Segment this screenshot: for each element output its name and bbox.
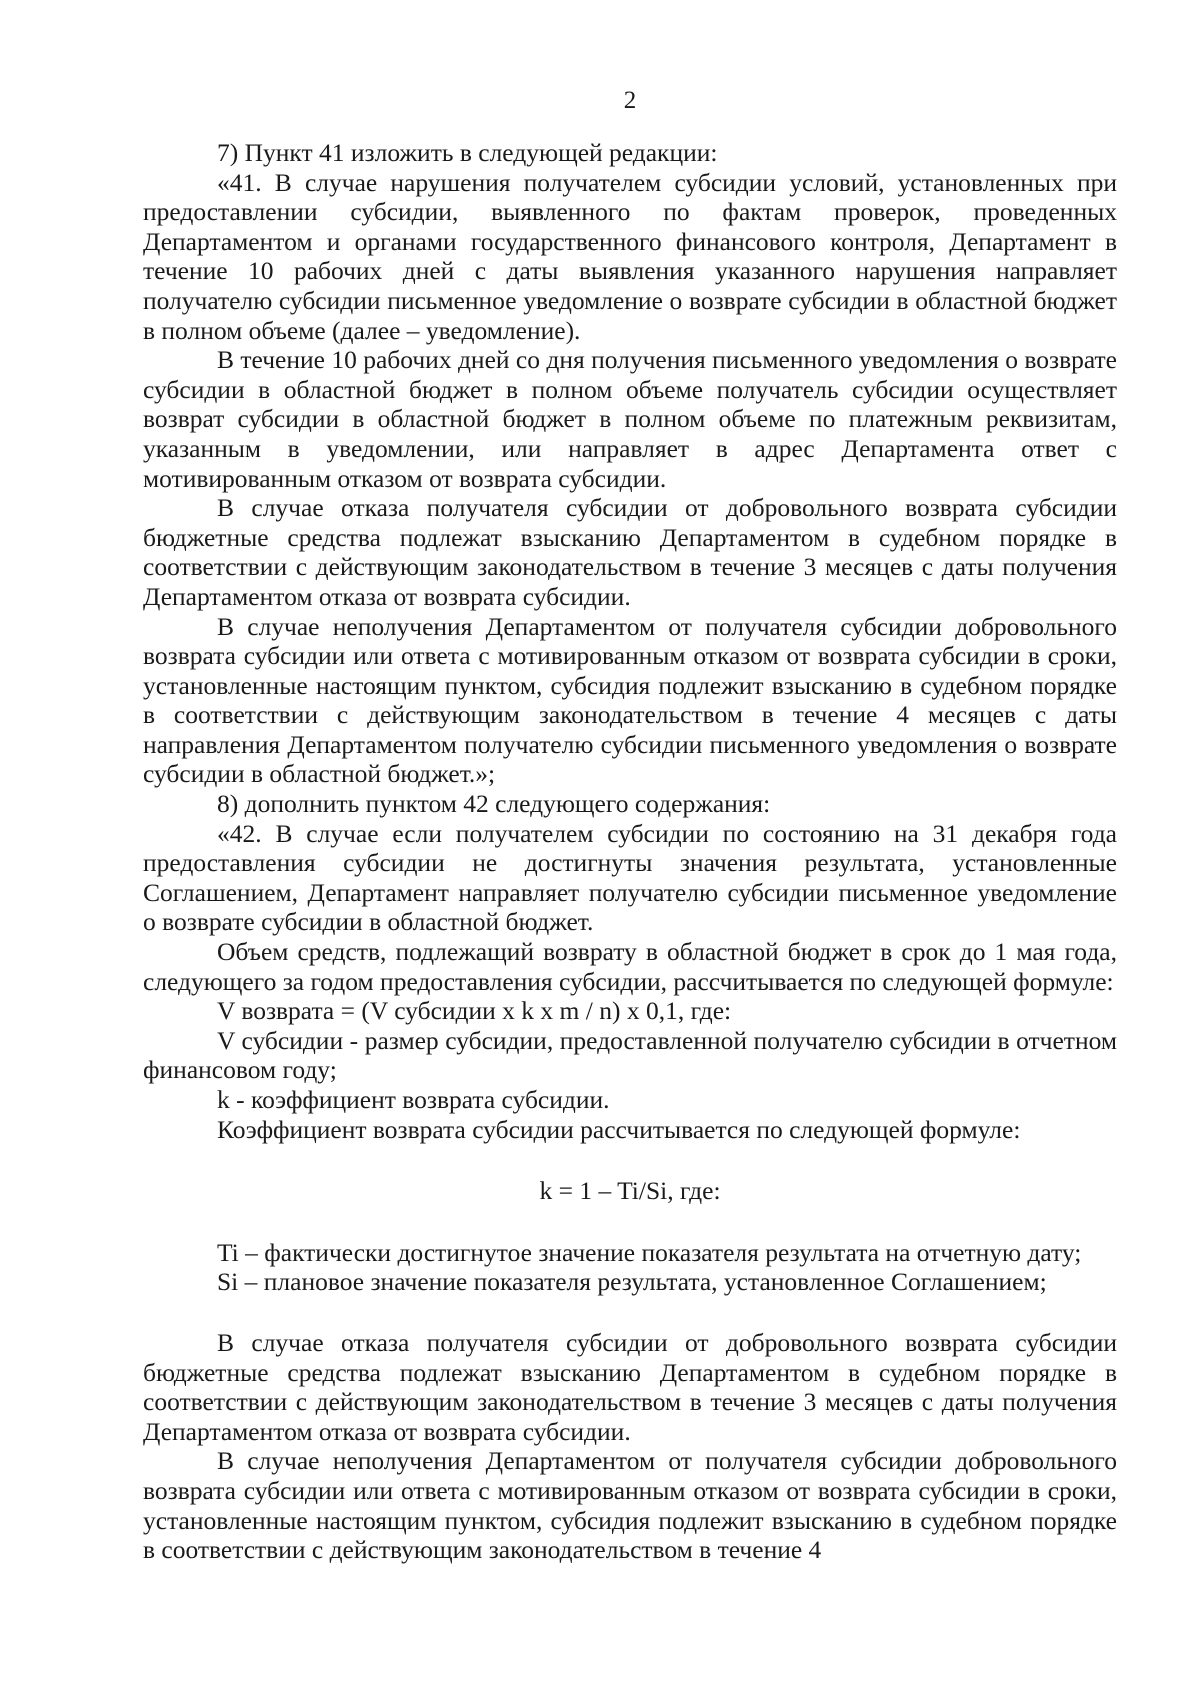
paragraph-refusal: В случае отказа получателя субсидии от добровольного возврата субсидии бюджетные средства подлежат взысканию Департаментом в судебном порядке в соответствии с действующим законодательством в течение 3 месяцев с даты получения Департаментом отказа от возврата субсидии.: [143, 493, 1117, 611]
closing-paragraph-refusal: В случае отказа получателя субсидии от добровольного возврата субсидии бюджетные средства подлежат взысканию Департаментом в судебном порядке в соответствии с действующим законодательством в течение 3 месяцев с даты получения Департаментом отказа от возврата субсидии.: [143, 1327, 1117, 1446]
paragraph-41: «41. В случае нарушения получателем субсидии условий, установленных при предоставлении субсидии, выявленного по фактам проверок, проведенных Департаментом и органами государственного финансового контроля, Департамент в течение 10 рабочих дней с даты выявления указанного нарушения направляет получателю субсидии письменное уведомление о возврате субсидии в областной бюджет в полном объеме (далее – уведомление).: [143, 167, 1117, 345]
page-number: 2: [623, 87, 637, 114]
document-body: [143, 138, 1117, 1565]
definition-si: Si – плановое значение показателя результата, установленное Соглашением;: [217, 1267, 1047, 1297]
paragraph-non-receipt: В случае неполучения Департаментом от получателя субсидии добровольного возврата субсидии или ответа с мотивированным отказом от возврата субсидии в сроки, установленные настоящим пунктом, субсидия подлежит взысканию в судебном порядке в соответствии с действующим законодательством в течение 4 месяцев с даты направления Департаментом получателю субсидии письменного уведомления о возврате субсидии в областной бюджет.»;: [143, 611, 1117, 789]
formula-k: k = 1 – Ti/Si, где:: [539, 1176, 721, 1206]
formula-v-return: V возврата = (V субсидии х k х m / n) х 0,1, где:: [217, 996, 732, 1026]
closing-paragraph-non-receipt: В случае неполучения Департаментом от получателя субсидии добровольного возврата субсидии или ответа с мотивированным отказом от возврата субсидии в сроки, установленные настоящим пунктом, субсидия подлежит взысканию в судебном порядке в соответствии с действующим законодательством в течение 4: [143, 1446, 1117, 1565]
paragraph-return-deadline: В течение 10 рабочих дней со дня получения письменного уведомления о возврате субсидии в областной бюджет в полном объеме получатель субсидии осуществляет возврат субсидии в областной бюджет в полном объеме по платежным реквизитам, указанным в уведомлении, или направляет в адрес Департамента ответ с мотивированным отказом от возврата субсидии.: [143, 345, 1117, 493]
paragraph-item-8-intro: 8) дополнить пунктом 42 следующего содержания:: [217, 789, 771, 819]
definition-v-subsidy: V субсидии - размер субсидии, предоставленной получателю субсидии в отчетном финансовом году;: [143, 1025, 1117, 1085]
paragraph-item-7-intro: 7) Пункт 41 изложить в следующей редакции:: [217, 138, 718, 167]
definition-ti: Ti – фактически достигнутое значение показателя результата на отчетную дату;: [217, 1237, 1082, 1267]
paragraph-42: «42. В случае если получателем субсидии по состоянию на 31 декабря года предоставления субсидии не достигнуты значения результата, установленные Соглашением, Департамент направляет получателю субсидии письменное уведомление о возврате субсидии в областной бюджет.: [143, 818, 1117, 937]
paragraph-k-formula-intro: Коэффициент возврата субсидии рассчитывается по следующей формуле:: [217, 1114, 1021, 1144]
paragraph-volume: Объем средств, подлежащий возврату в областной бюджет в срок до 1 мая года, следующего за годом предоставления субсидии, рассчитывается по следующей формуле:: [143, 937, 1117, 996]
definition-k: k - коэффициент возврата субсидии.: [217, 1085, 610, 1114]
